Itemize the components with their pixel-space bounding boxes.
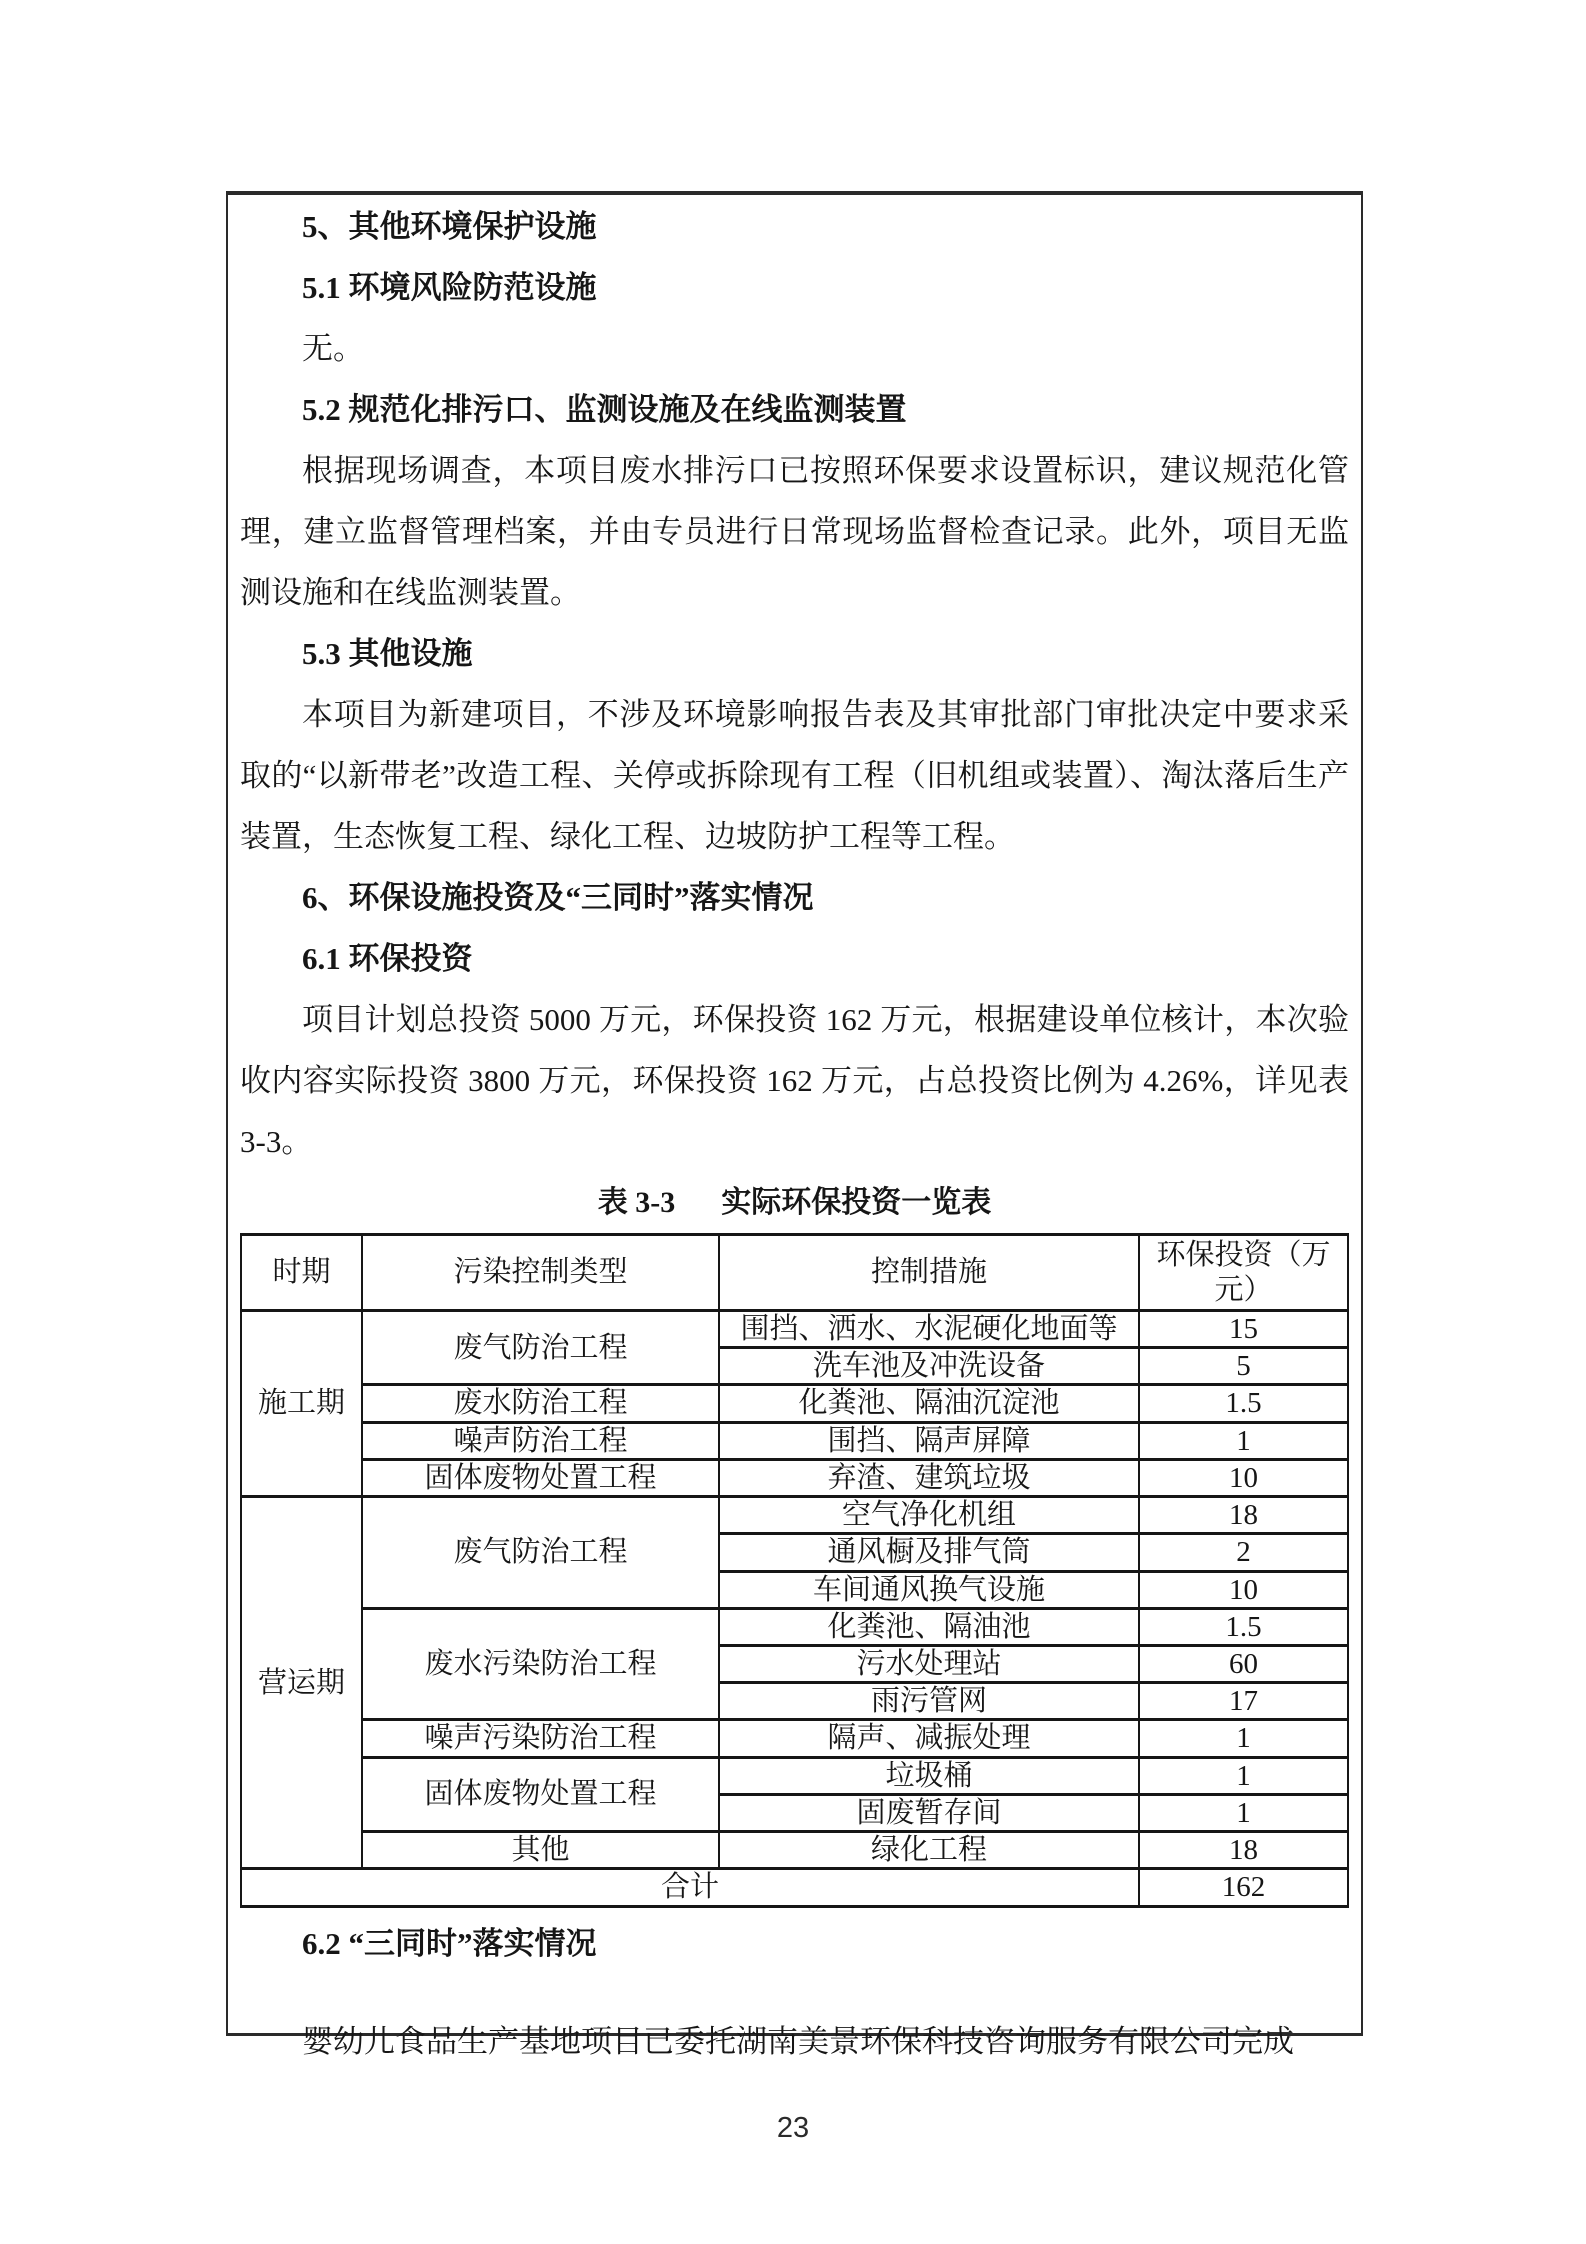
amount-cell: 18	[1139, 1497, 1348, 1534]
table-header-cell: 环保投资（万元）	[1139, 1235, 1348, 1311]
measure-cell: 围挡、洒水、水泥硬化地面等	[719, 1311, 1139, 1348]
investment-table	[240, 1233, 1349, 1908]
content-border-box	[226, 191, 1363, 2059]
heading-section-5-2: 5.2 规范化排污口、监测设施及在线监测装置	[302, 392, 907, 427]
measure-cell: 化粪池、隔油池	[719, 1608, 1139, 1645]
measure-cell: 污水处理站	[719, 1645, 1139, 1682]
measure-cell: 通风橱及排气筒	[719, 1534, 1139, 1571]
measure-cell: 隔声、减振处理	[719, 1720, 1139, 1757]
table-row	[241, 1832, 1348, 1869]
measure-cell: 空气净化机组	[719, 1497, 1139, 1534]
period-cell: 施工期	[241, 1311, 362, 1497]
measure-cell: 绿化工程	[719, 1832, 1139, 1869]
paragraph-none: 无。	[302, 331, 364, 366]
table-row	[241, 1720, 1348, 1757]
amount-cell: 15	[1139, 1311, 1348, 1348]
heading-section-6-2: 6.2 “三同时”落实情况	[302, 1925, 597, 1961]
amount-cell: 1	[1139, 1757, 1348, 1794]
table-row	[241, 1608, 1348, 1645]
control-type-cell: 固体废物处置工程	[362, 1757, 719, 1831]
control-type-cell: 废水防治工程	[362, 1385, 719, 1422]
control-type-cell: 噪声防治工程	[362, 1422, 719, 1459]
table-row	[241, 1459, 1348, 1496]
heading-section-5-1: 5.1 环境风险防范设施	[302, 270, 597, 305]
table-header-row	[241, 1235, 1348, 1311]
table-caption-label: 表 3-3	[597, 1186, 676, 1219]
measure-cell: 洗车池及冲洗设备	[719, 1348, 1139, 1385]
total-label-cell: 合计	[241, 1869, 1139, 1906]
amount-cell: 5	[1139, 1348, 1348, 1385]
measure-cell: 车间通风换气设施	[719, 1571, 1139, 1608]
control-type-cell: 固体废物处置工程	[362, 1459, 719, 1496]
heading-section-6-1: 6.1 环保投资	[302, 941, 473, 976]
measure-cell: 围挡、隔声屏障	[719, 1422, 1139, 1459]
amount-cell: 1	[1139, 1422, 1348, 1459]
amount-cell: 10	[1139, 1571, 1348, 1608]
table-caption	[240, 1172, 1349, 1233]
control-type-cell: 废水污染防治工程	[362, 1608, 719, 1720]
table-row	[241, 1422, 1348, 1459]
table-header-cell: 时期	[241, 1235, 362, 1311]
amount-cell: 2	[1139, 1534, 1348, 1571]
paragraph-5-2: 根据现场调查，本项目废水排污口已按照环保要求设置标识，建议规范化管理，建立监督管理档案，并由专员进行日常现场监督检查记录。此外，项目无监测设施和在线监测装置。	[240, 453, 1349, 610]
heading-section-6: 6、环保设施投资及“三同时”落实情况	[302, 880, 814, 915]
heading-section-5: 5、其他环境保护设施	[302, 209, 597, 244]
measure-cell: 化粪池、隔油沉淀池	[719, 1385, 1139, 1422]
measure-cell: 固废暂存间	[719, 1794, 1139, 1831]
control-type-cell: 废气防治工程	[362, 1311, 719, 1385]
amount-cell: 1	[1139, 1794, 1348, 1831]
paragraph-6-2: 婴幼儿食品生产基地项目已委托湖南美景环保科技咨询服务有限公司完成	[302, 2023, 1294, 2059]
paragraph-5-3: 本项目为新建项目，不涉及环境影响报告表及其审批部门审批决定中要求采取的“以新带老”改造工程、关停或拆除现有工程（旧机组或装置）、淘汰落后生产装置，生态恢复工程、绿化工程、边坡防护工程等工程。	[240, 697, 1349, 854]
table-total-row	[241, 1869, 1348, 1906]
heading-section-5-3: 5.3 其他设施	[302, 636, 473, 671]
period-cell: 营运期	[241, 1497, 362, 1869]
measure-cell: 雨污管网	[719, 1683, 1139, 1720]
total-amount-cell: 162	[1139, 1869, 1348, 1906]
control-type-cell: 其他	[362, 1832, 719, 1869]
measure-cell: 弃渣、建筑垃圾	[719, 1459, 1139, 1496]
amount-cell: 18	[1139, 1832, 1348, 1869]
amount-cell: 1.5	[1139, 1385, 1348, 1422]
page-number: 23	[776, 2112, 810, 2144]
measure-cell: 垃圾桶	[719, 1757, 1139, 1794]
amount-cell: 10	[1139, 1459, 1348, 1496]
table-row	[241, 1757, 1348, 1794]
table-header-cell: 控制措施	[719, 1235, 1139, 1311]
amount-cell: 1	[1139, 1720, 1348, 1757]
table-header-cell: 污染控制类型	[362, 1235, 719, 1311]
amount-cell: 60	[1139, 1645, 1348, 1682]
control-type-cell: 废气防治工程	[362, 1497, 719, 1609]
investment-table-body	[241, 1311, 1348, 1907]
paragraph-6-1: 项目计划总投资 5000 万元，环保投资 162 万元，根据建设单位核计，本次验收内容实际投资 3800 万元，环保投资 162 万元，占总投资比例为 4.26%，详见表 3-3。	[240, 1002, 1349, 1159]
control-type-cell: 噪声污染防治工程	[362, 1720, 719, 1757]
amount-cell: 1.5	[1139, 1608, 1348, 1645]
table-caption-title: 实际环保投资一览表	[721, 1186, 992, 1219]
table-row	[241, 1311, 1348, 1348]
table-row	[241, 1385, 1348, 1422]
amount-cell: 17	[1139, 1683, 1348, 1720]
table-row	[241, 1497, 1348, 1534]
